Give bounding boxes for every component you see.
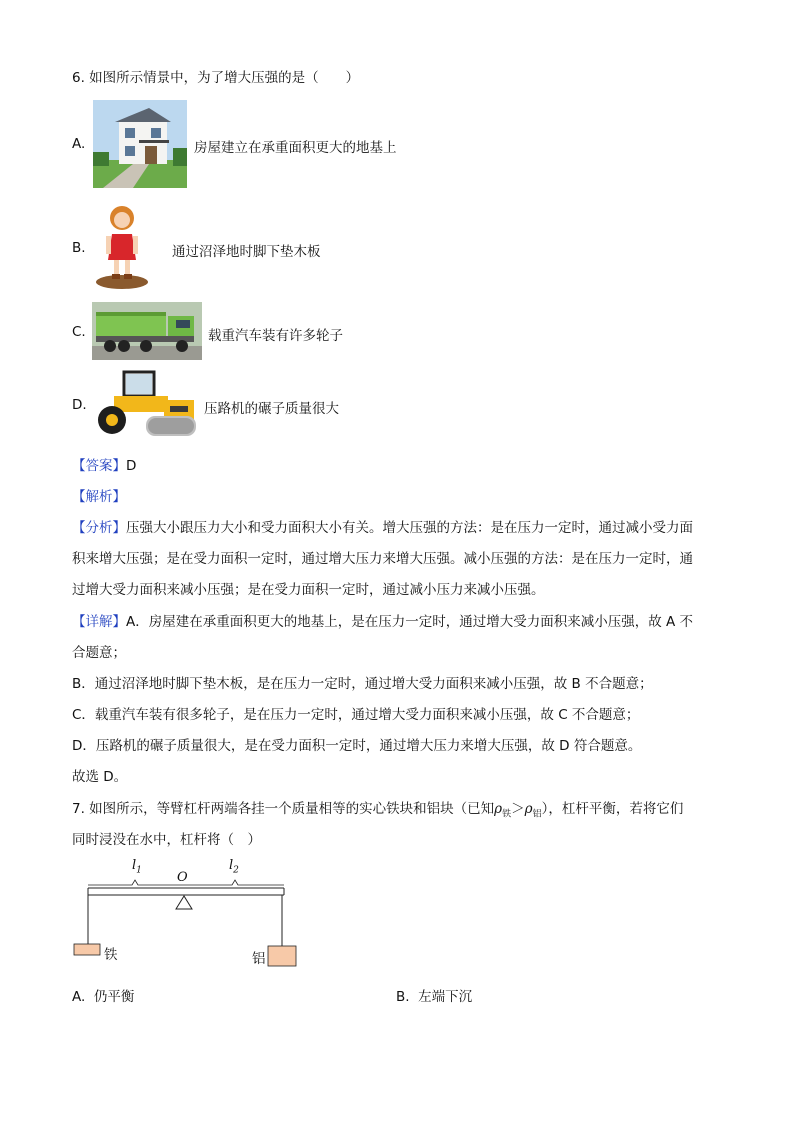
al-subscript: 铝: [532, 809, 542, 820]
rho-symbol-al: ρ: [524, 801, 533, 817]
house-image: [93, 100, 187, 188]
fenxi-line-1: [72, 516, 693, 536]
label-pivot-o: O: [177, 870, 188, 885]
label-l2: $l_2$: [229, 858, 239, 876]
xiangjie-label: 【详解】: [72, 614, 126, 630]
q6-option-d-letter: D.: [72, 397, 87, 413]
q6-option-b-text: 通过沼泽地时脚下垫木板: [172, 244, 321, 260]
label-iron: 铁: [104, 947, 118, 963]
q7-stem-line-2: 同时浸没在水中，杠杆将（ ）: [72, 832, 261, 848]
xiangjie-line-5: D．压路机的碾子质量很大，是在受力面积一定时，通过增大压力来增大压强，故 D 符合题意。: [72, 738, 642, 754]
q7-option-b-text: 左端下沉: [418, 989, 473, 1005]
label-l1: $l_1$: [132, 858, 142, 876]
xiangjie-line-6: 故选 D。: [72, 769, 128, 785]
label-aluminum: 铝: [252, 951, 266, 967]
answer-line: [72, 454, 136, 474]
fenxi-text-1: 压强大小跟压力大小和受力面积大小有关。增大压强的方法：是在压力一定时，通过减小受力面: [126, 520, 693, 536]
q6-option-b-letter: B.: [72, 240, 86, 256]
q6-option-c-text: 载重汽车装有许多轮子: [208, 328, 343, 344]
answer-label: 【答案】: [72, 458, 126, 474]
q7-option-a: [72, 985, 134, 1005]
q6-option-d-text: 压路机的碾子质量很大: [204, 401, 339, 417]
analysis-label: 【解析】: [72, 489, 126, 505]
iron-subscript: 铁: [502, 809, 512, 820]
fenxi-line-2: 积来增大压强；是在受力面积一定时，通过增大压力来增大压强。减小压强的方法：是在压力一定时，通: [72, 551, 693, 567]
q6-stem: 6. 如图所示情景中，为了增大压强的是（ ）: [72, 70, 360, 86]
fenxi-label: 【分析】: [72, 520, 126, 536]
aluminum-block: [268, 946, 296, 966]
dump-truck-image: [92, 302, 202, 360]
q6-option-a-letter: A.: [72, 136, 86, 152]
q7-stem-part-b: ），杠杆平衡，若将它们: [541, 801, 684, 817]
q7-stem-line-1: [72, 797, 683, 820]
xiangjie-line-1: [72, 610, 693, 630]
q7-option-b: [396, 985, 472, 1005]
fenxi-line-3: 过增大受力面积来减小压强；是在受力面积一定时，通过减小压力来减小压强。: [72, 582, 545, 598]
q7-option-a-text: 仍平衡: [93, 989, 135, 1005]
xiangjie-line-2: 合题意；: [72, 645, 126, 661]
road-roller-image: [92, 368, 196, 438]
q7-option-a-letter: A.: [72, 989, 86, 1005]
xiangjie-text-1: A．房屋建在承重面积更大的地基上，是在压力一定时，通过增大受力面积来减小压强，故 A 不: [126, 614, 694, 630]
greater-than-sign: ＞: [511, 801, 525, 817]
xiangjie-line-4: C．载重汽车装有很多轮子，是在压力一定时，通过增大受力面积来减小压强，故 C 不合题意；: [72, 707, 640, 723]
iron-block: [74, 944, 100, 955]
q6-option-a-text: 房屋建立在承重面积更大的地基上: [194, 140, 397, 156]
xiangjie-line-3: B．通过沼泽地时脚下垫木板，是在压力一定时，通过增大受力面积来减小压强，故 B 不合题意；: [72, 676, 653, 692]
answer-value: D: [126, 458, 137, 474]
q7-stem-part-a: 7. 如图所示，等臂杠杆两端各挂一个质量相等的实心铁块和铝块（已知: [72, 801, 495, 817]
q6-option-c-letter: C.: [72, 324, 86, 340]
girl-cartoon-image: [94, 204, 150, 290]
q7-option-b-letter: B.: [396, 989, 410, 1005]
rho-symbol-iron: ρ: [494, 801, 503, 817]
